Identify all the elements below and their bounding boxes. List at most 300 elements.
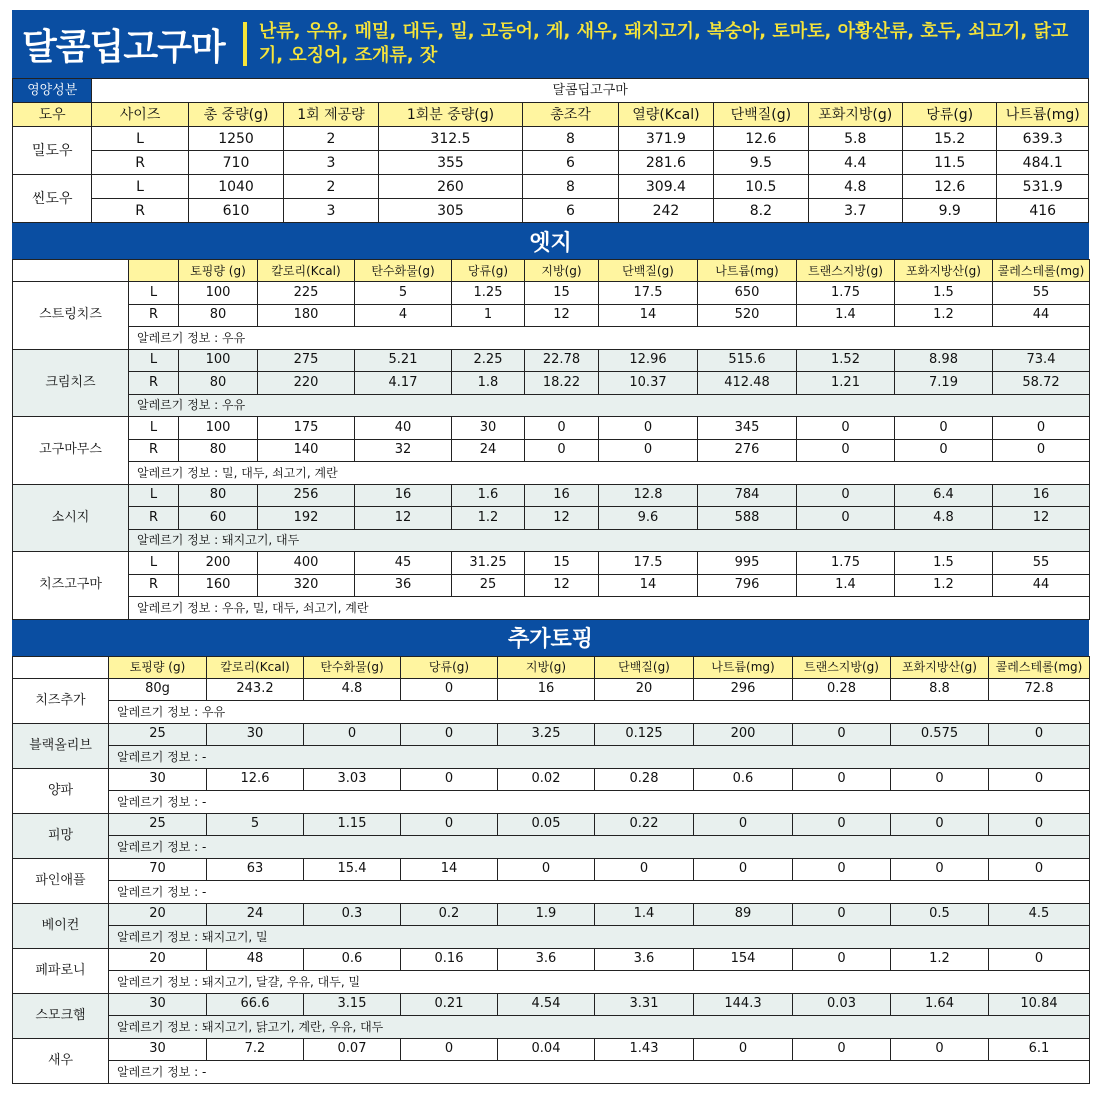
table-row bbox=[13, 175, 1089, 199]
topping-section-title: 추가토핑 bbox=[12, 620, 1089, 656]
topping-name: 치즈추가 bbox=[13, 678, 109, 723]
table-cell: 5 bbox=[355, 282, 452, 305]
table-cell: 1.6 bbox=[452, 484, 525, 507]
table-cell: 30 bbox=[207, 723, 304, 746]
table-row bbox=[13, 813, 1090, 836]
table-cell: 45 bbox=[355, 552, 452, 575]
column-header: 포화지방산(g) bbox=[895, 260, 993, 282]
dough-name: 밀도우 bbox=[13, 127, 92, 175]
table-cell: 0 bbox=[891, 768, 989, 791]
table-cell: 12.6 bbox=[902, 175, 996, 199]
table-cell: 0.28 bbox=[595, 768, 694, 791]
allergy-row bbox=[13, 971, 1090, 994]
table-cell: 1.2 bbox=[891, 948, 989, 971]
table-cell: 3.31 bbox=[595, 993, 694, 1016]
table-cell: 14 bbox=[599, 574, 698, 597]
header-blank bbox=[13, 260, 129, 282]
table-cell: 0 bbox=[793, 723, 891, 746]
edge-section-title: 엣지 bbox=[12, 223, 1089, 259]
table-cell: 24 bbox=[452, 439, 525, 462]
table-cell: 710 bbox=[188, 151, 283, 175]
table-cell: 1.64 bbox=[891, 993, 989, 1016]
allergy-row bbox=[13, 746, 1090, 769]
table-cell: 0.22 bbox=[595, 813, 694, 836]
table-cell: 100 bbox=[179, 282, 258, 305]
table-cell: 1.75 bbox=[797, 282, 895, 305]
table-cell: 7.19 bbox=[895, 372, 993, 395]
table-cell: 100 bbox=[179, 417, 258, 440]
column-header: 토핑량 (g) bbox=[109, 656, 207, 678]
table-cell: 520 bbox=[698, 304, 797, 327]
table-cell: 275 bbox=[258, 349, 355, 372]
size-cell: R bbox=[129, 304, 179, 327]
table-cell: 25 bbox=[109, 813, 207, 836]
allergy-row bbox=[13, 926, 1090, 949]
allergy-info: 알레르기 정보 : - bbox=[109, 836, 1090, 859]
table-cell: 8.2 bbox=[714, 199, 808, 223]
table-cell: 3 bbox=[284, 199, 378, 223]
table-cell: 30 bbox=[109, 768, 207, 791]
column-header: 당류(g) bbox=[452, 260, 525, 282]
table-cell: 200 bbox=[694, 723, 793, 746]
table-cell: 24 bbox=[207, 903, 304, 926]
edge-header-row bbox=[13, 260, 1090, 282]
table-cell: 25 bbox=[109, 723, 207, 746]
edge-name: 치즈고구마 bbox=[13, 552, 129, 620]
table-cell: 8.98 bbox=[895, 349, 993, 372]
table-cell: 9.5 bbox=[714, 151, 808, 175]
table-cell: R bbox=[92, 199, 188, 223]
dough-name: 씬도우 bbox=[13, 175, 92, 223]
table-cell: 0 bbox=[595, 858, 694, 881]
table-cell: 17.5 bbox=[599, 552, 698, 575]
table-cell: 72.8 bbox=[989, 678, 1090, 701]
column-header: 나트륨(mg) bbox=[997, 103, 1089, 127]
table-cell: 55 bbox=[993, 552, 1090, 575]
column-header: 총조각 bbox=[523, 103, 618, 127]
table-cell: 0 bbox=[525, 417, 599, 440]
product-title: 달콤딥고구마 bbox=[22, 26, 225, 68]
table-cell: 25 bbox=[452, 574, 525, 597]
edge-name: 스트링치즈 bbox=[13, 282, 129, 350]
table-cell: 1.2 bbox=[452, 507, 525, 530]
table-cell: 12.8 bbox=[599, 484, 698, 507]
table-cell: 17.5 bbox=[599, 282, 698, 305]
table-cell: 0 bbox=[989, 858, 1090, 881]
table-cell: 0.5 bbox=[891, 903, 989, 926]
table-cell: 0.575 bbox=[891, 723, 989, 746]
table-cell: 4.4 bbox=[808, 151, 902, 175]
allergy-row bbox=[13, 1016, 1090, 1039]
table-cell: 220 bbox=[258, 372, 355, 395]
table-cell: 58.72 bbox=[993, 372, 1090, 395]
table-cell: 0.125 bbox=[595, 723, 694, 746]
table-cell: 160 bbox=[179, 574, 258, 597]
column-header: 당류(g) bbox=[902, 103, 996, 127]
header-divider bbox=[243, 22, 247, 66]
column-header: 탄수화물(g) bbox=[304, 656, 401, 678]
table-row bbox=[13, 417, 1090, 440]
allergy-info: 알레르기 정보 : 돼지고기, 닭고기, 계란, 우유, 대두 bbox=[109, 1016, 1090, 1039]
table-cell: 11.5 bbox=[902, 151, 996, 175]
column-header: 트랜스지방(g) bbox=[797, 260, 895, 282]
table-cell: 1.5 bbox=[895, 282, 993, 305]
table-cell: 1040 bbox=[188, 175, 283, 199]
table-cell: 30 bbox=[109, 993, 207, 1016]
table-cell: 1 bbox=[452, 304, 525, 327]
table-cell: 200 bbox=[179, 552, 258, 575]
table-cell: 140 bbox=[258, 439, 355, 462]
table-cell: 12.6 bbox=[207, 768, 304, 791]
table-cell: 243.2 bbox=[207, 678, 304, 701]
table-cell: 15 bbox=[525, 552, 599, 575]
allergy-info: 알레르기 정보 : - bbox=[109, 746, 1090, 769]
allergy-row bbox=[13, 1061, 1090, 1084]
topping-name: 블랙올리브 bbox=[13, 723, 109, 768]
table-cell: 16 bbox=[525, 484, 599, 507]
column-header: 총 중량(g) bbox=[188, 103, 283, 127]
table-row bbox=[13, 552, 1090, 575]
table-cell: 16 bbox=[498, 678, 595, 701]
table-cell: 995 bbox=[698, 552, 797, 575]
table-cell: 55 bbox=[993, 282, 1090, 305]
table-cell: 30 bbox=[452, 417, 525, 440]
table-cell: L bbox=[92, 175, 188, 199]
table-row bbox=[13, 507, 1090, 530]
table-cell: 15.2 bbox=[902, 127, 996, 151]
table-cell: 0 bbox=[401, 1038, 498, 1061]
table-cell: 0 bbox=[599, 417, 698, 440]
table-cell: 3.7 bbox=[808, 199, 902, 223]
table-cell: 1.5 bbox=[895, 552, 993, 575]
table-cell: 260 bbox=[378, 175, 523, 199]
table-row bbox=[13, 993, 1090, 1016]
table-cell: 10.5 bbox=[714, 175, 808, 199]
table-cell: 3.25 bbox=[498, 723, 595, 746]
table-row bbox=[13, 127, 1089, 151]
allergy-row bbox=[13, 836, 1090, 859]
table-cell: R bbox=[92, 151, 188, 175]
table-cell: 8.8 bbox=[891, 678, 989, 701]
table-cell: 0 bbox=[891, 1038, 989, 1061]
table-cell: 1.75 bbox=[797, 552, 895, 575]
table-cell: 44 bbox=[993, 574, 1090, 597]
table-cell: 154 bbox=[694, 948, 793, 971]
table-row bbox=[13, 282, 1090, 305]
allergy-info: 알레르기 정보 : 돼지고기, 달걀, 우유, 대두, 밀 bbox=[109, 971, 1090, 994]
allergy-info: 알레르기 정보 : - bbox=[109, 881, 1090, 904]
table-cell: 345 bbox=[698, 417, 797, 440]
table-cell: 0 bbox=[993, 417, 1090, 440]
table-cell: 7.2 bbox=[207, 1038, 304, 1061]
table-cell: 0 bbox=[599, 439, 698, 462]
table-cell: 0 bbox=[989, 723, 1090, 746]
table-cell: 0 bbox=[793, 948, 891, 971]
table-cell: 80 bbox=[179, 439, 258, 462]
table-cell: 60 bbox=[179, 507, 258, 530]
table-cell: 1.4 bbox=[595, 903, 694, 926]
table-cell: 416 bbox=[997, 199, 1089, 223]
table-cell: 44 bbox=[993, 304, 1090, 327]
table-cell: 30 bbox=[109, 1038, 207, 1061]
table-cell: 531.9 bbox=[997, 175, 1089, 199]
table-cell: 36 bbox=[355, 574, 452, 597]
table-cell: 256 bbox=[258, 484, 355, 507]
table-row bbox=[13, 372, 1090, 395]
column-header: 단백질(g) bbox=[595, 656, 694, 678]
table-row bbox=[13, 439, 1090, 462]
table-cell: 0 bbox=[895, 439, 993, 462]
table-cell: 0.04 bbox=[498, 1038, 595, 1061]
table-cell: 0.05 bbox=[498, 813, 595, 836]
table-cell: 12 bbox=[355, 507, 452, 530]
table-cell: 0 bbox=[401, 768, 498, 791]
table-cell: 4.8 bbox=[808, 175, 902, 199]
table-cell: 18.22 bbox=[525, 372, 599, 395]
table-cell: 100 bbox=[179, 349, 258, 372]
table-cell: 4.8 bbox=[895, 507, 993, 530]
allergy-info: 알레르기 정보 : 돼지고기, 대두 bbox=[129, 529, 1090, 552]
table-cell: 0 bbox=[989, 948, 1090, 971]
table-cell: 0.6 bbox=[304, 948, 401, 971]
table-cell: 1.15 bbox=[304, 813, 401, 836]
table-cell: 80 bbox=[179, 484, 258, 507]
topping-name: 스모크햄 bbox=[13, 993, 109, 1038]
table-cell: 0.28 bbox=[793, 678, 891, 701]
table-cell: 650 bbox=[698, 282, 797, 305]
table-cell: 0 bbox=[401, 678, 498, 701]
table-cell: 32 bbox=[355, 439, 452, 462]
table-cell: 1.9 bbox=[498, 903, 595, 926]
table-cell: 6.4 bbox=[895, 484, 993, 507]
table-cell: 0 bbox=[891, 858, 989, 881]
table-cell: 12 bbox=[525, 507, 599, 530]
product-header bbox=[12, 10, 1089, 78]
column-header: 나트륨(mg) bbox=[698, 260, 797, 282]
table-cell: 1.52 bbox=[797, 349, 895, 372]
table-cell: 0 bbox=[694, 858, 793, 881]
topping-name: 피망 bbox=[13, 813, 109, 858]
edge-name: 크림치즈 bbox=[13, 349, 129, 417]
table-cell: 305 bbox=[378, 199, 523, 223]
allergy-row bbox=[13, 597, 1090, 620]
table-cell: 16 bbox=[355, 484, 452, 507]
table-cell: 1.4 bbox=[797, 574, 895, 597]
column-header: 1회분 중량(g) bbox=[378, 103, 523, 127]
table-cell: 3.6 bbox=[595, 948, 694, 971]
table-cell: 0 bbox=[895, 417, 993, 440]
table-cell: 515.6 bbox=[698, 349, 797, 372]
table-cell: 14 bbox=[401, 858, 498, 881]
table-row bbox=[13, 678, 1090, 701]
table-cell: 12.6 bbox=[714, 127, 808, 151]
table-cell: 0.2 bbox=[401, 903, 498, 926]
table-cell: 0 bbox=[694, 813, 793, 836]
table-cell: 5.21 bbox=[355, 349, 452, 372]
table-cell: 1.8 bbox=[452, 372, 525, 395]
table-cell: 3.15 bbox=[304, 993, 401, 1016]
table-cell: 0.16 bbox=[401, 948, 498, 971]
table-cell: 0.03 bbox=[793, 993, 891, 1016]
table-cell: 0 bbox=[793, 858, 891, 881]
table-cell: 242 bbox=[618, 199, 713, 223]
column-header: 포화지방(g) bbox=[808, 103, 902, 127]
table-cell: 1.21 bbox=[797, 372, 895, 395]
table-cell: 180 bbox=[258, 304, 355, 327]
table-cell: 6.1 bbox=[989, 1038, 1090, 1061]
nutrition-header-row bbox=[13, 103, 1089, 127]
nutrition-product: 달콤딥고구마 bbox=[92, 79, 1089, 103]
table-cell: 8 bbox=[523, 175, 618, 199]
table-cell: 9.9 bbox=[902, 199, 996, 223]
allergy-row bbox=[13, 327, 1090, 350]
table-cell: 355 bbox=[378, 151, 523, 175]
table-cell: 0 bbox=[993, 439, 1090, 462]
allergen-list: 난류, 우유, 메밀, 대두, 밀, 고등어, 게, 새우, 돼지고기, 복숭아, 토마토, 아황산류, 호두, 쇠고기, 닭고기, 오징어, 조개류, 잣 bbox=[258, 21, 1069, 66]
table-cell: 48 bbox=[207, 948, 304, 971]
table-cell: 0 bbox=[891, 813, 989, 836]
allergy-info: 알레르기 정보 : - bbox=[109, 791, 1090, 814]
table-cell: 8 bbox=[523, 127, 618, 151]
topping-body bbox=[13, 678, 1090, 1083]
table-row bbox=[13, 723, 1090, 746]
table-cell: 15.4 bbox=[304, 858, 401, 881]
table-cell: 80 bbox=[179, 372, 258, 395]
column-header: 칼로리(Kcal) bbox=[258, 260, 355, 282]
size-cell: L bbox=[129, 282, 179, 305]
table-cell: 796 bbox=[698, 574, 797, 597]
table-row bbox=[13, 304, 1090, 327]
column-header: 나트륨(mg) bbox=[694, 656, 793, 678]
table-cell: 5 bbox=[207, 813, 304, 836]
table-cell: 80g bbox=[109, 678, 207, 701]
column-header: 토핑량 (g) bbox=[179, 260, 258, 282]
allergy-info: 알레르기 정보 : - bbox=[109, 1061, 1090, 1084]
edge-name: 소시지 bbox=[13, 484, 129, 552]
table-cell: 1.4 bbox=[797, 304, 895, 327]
column-header: 칼로리(Kcal) bbox=[207, 656, 304, 678]
table-row bbox=[13, 948, 1090, 971]
header-blank bbox=[13, 656, 109, 678]
table-cell: 0 bbox=[498, 858, 595, 881]
table-cell: 0 bbox=[694, 1038, 793, 1061]
topping-name: 페파로니 bbox=[13, 948, 109, 993]
allergy-row bbox=[13, 529, 1090, 552]
topping-name: 양파 bbox=[13, 768, 109, 813]
column-header: 트랜스지방(g) bbox=[793, 656, 891, 678]
table-cell: 12.96 bbox=[599, 349, 698, 372]
table-cell: 12 bbox=[525, 574, 599, 597]
table-cell: 0 bbox=[989, 813, 1090, 836]
table-cell: 80 bbox=[179, 304, 258, 327]
table-cell: 0.3 bbox=[304, 903, 401, 926]
column-header: 탄수화물(g) bbox=[355, 260, 452, 282]
table-cell: 276 bbox=[698, 439, 797, 462]
table-cell: 66.6 bbox=[207, 993, 304, 1016]
table-cell: 784 bbox=[698, 484, 797, 507]
table-cell: 0 bbox=[525, 439, 599, 462]
table-cell: 610 bbox=[188, 199, 283, 223]
topping-name: 베이컨 bbox=[13, 903, 109, 948]
column-header: 열량(Kcal) bbox=[618, 103, 713, 127]
table-cell: 20 bbox=[109, 903, 207, 926]
table-cell: 0.6 bbox=[694, 768, 793, 791]
allergy-info: 알레르기 정보 : 우유 bbox=[129, 327, 1090, 350]
table-cell: 0 bbox=[304, 723, 401, 746]
table-cell: 412.48 bbox=[698, 372, 797, 395]
column-header: 당류(g) bbox=[401, 656, 498, 678]
table-cell: 73.4 bbox=[993, 349, 1090, 372]
allergy-info: 알레르기 정보 : 밀, 대두, 쇠고기, 계란 bbox=[129, 462, 1090, 485]
table-cell: 1.25 bbox=[452, 282, 525, 305]
table-cell: 20 bbox=[595, 678, 694, 701]
table-cell: 4.54 bbox=[498, 993, 595, 1016]
table-cell: 0.02 bbox=[498, 768, 595, 791]
edge-table bbox=[12, 259, 1090, 620]
table-cell: 4.17 bbox=[355, 372, 452, 395]
table-cell: 400 bbox=[258, 552, 355, 575]
column-header: 도우 bbox=[13, 103, 92, 127]
table-cell: 309.4 bbox=[618, 175, 713, 199]
table-cell: 320 bbox=[258, 574, 355, 597]
table-cell: 0.07 bbox=[304, 1038, 401, 1061]
table-cell: 0 bbox=[797, 507, 895, 530]
table-cell: 1.43 bbox=[595, 1038, 694, 1061]
table-cell: 0 bbox=[793, 768, 891, 791]
table-cell: 0 bbox=[793, 1038, 891, 1061]
size-cell: R bbox=[129, 439, 179, 462]
table-cell: 0 bbox=[793, 813, 891, 836]
table-cell: 22.78 bbox=[525, 349, 599, 372]
table-row bbox=[13, 199, 1089, 223]
table-cell: 4 bbox=[355, 304, 452, 327]
table-cell: 4.5 bbox=[989, 903, 1090, 926]
table-cell: 3.6 bbox=[498, 948, 595, 971]
table-cell: 588 bbox=[698, 507, 797, 530]
table-cell: 192 bbox=[258, 507, 355, 530]
table-cell: 0.21 bbox=[401, 993, 498, 1016]
table-row bbox=[13, 574, 1090, 597]
table-row bbox=[13, 768, 1090, 791]
table-cell: 20 bbox=[109, 948, 207, 971]
table-cell: 312.5 bbox=[378, 127, 523, 151]
table-cell: 281.6 bbox=[618, 151, 713, 175]
size-cell: L bbox=[129, 349, 179, 372]
column-header: 지방(g) bbox=[525, 260, 599, 282]
size-cell: L bbox=[129, 417, 179, 440]
allergy-info: 알레르기 정보 : 우유, 밀, 대두, 쇠고기, 계란 bbox=[129, 597, 1090, 620]
table-cell: 0 bbox=[797, 417, 895, 440]
column-header: 단백질(g) bbox=[599, 260, 698, 282]
table-cell: 0 bbox=[797, 439, 895, 462]
nutrition-label: 영양성분 bbox=[13, 79, 92, 103]
table-cell: 0 bbox=[401, 813, 498, 836]
allergy-info: 알레르기 정보 : 돼지고기, 밀 bbox=[109, 926, 1090, 949]
column-header: 사이즈 bbox=[92, 103, 188, 127]
table-cell: 0 bbox=[793, 903, 891, 926]
table-cell: 371.9 bbox=[618, 127, 713, 151]
column-header: 콜레스테롤(mg) bbox=[993, 260, 1090, 282]
table-cell: 4.8 bbox=[304, 678, 401, 701]
table-cell: 0 bbox=[989, 768, 1090, 791]
table-cell: 6 bbox=[523, 199, 618, 223]
size-cell: R bbox=[129, 372, 179, 395]
size-cell: L bbox=[129, 552, 179, 575]
size-cell: R bbox=[129, 507, 179, 530]
table-row bbox=[13, 349, 1090, 372]
table-cell: 31.25 bbox=[452, 552, 525, 575]
table-cell: L bbox=[92, 127, 188, 151]
